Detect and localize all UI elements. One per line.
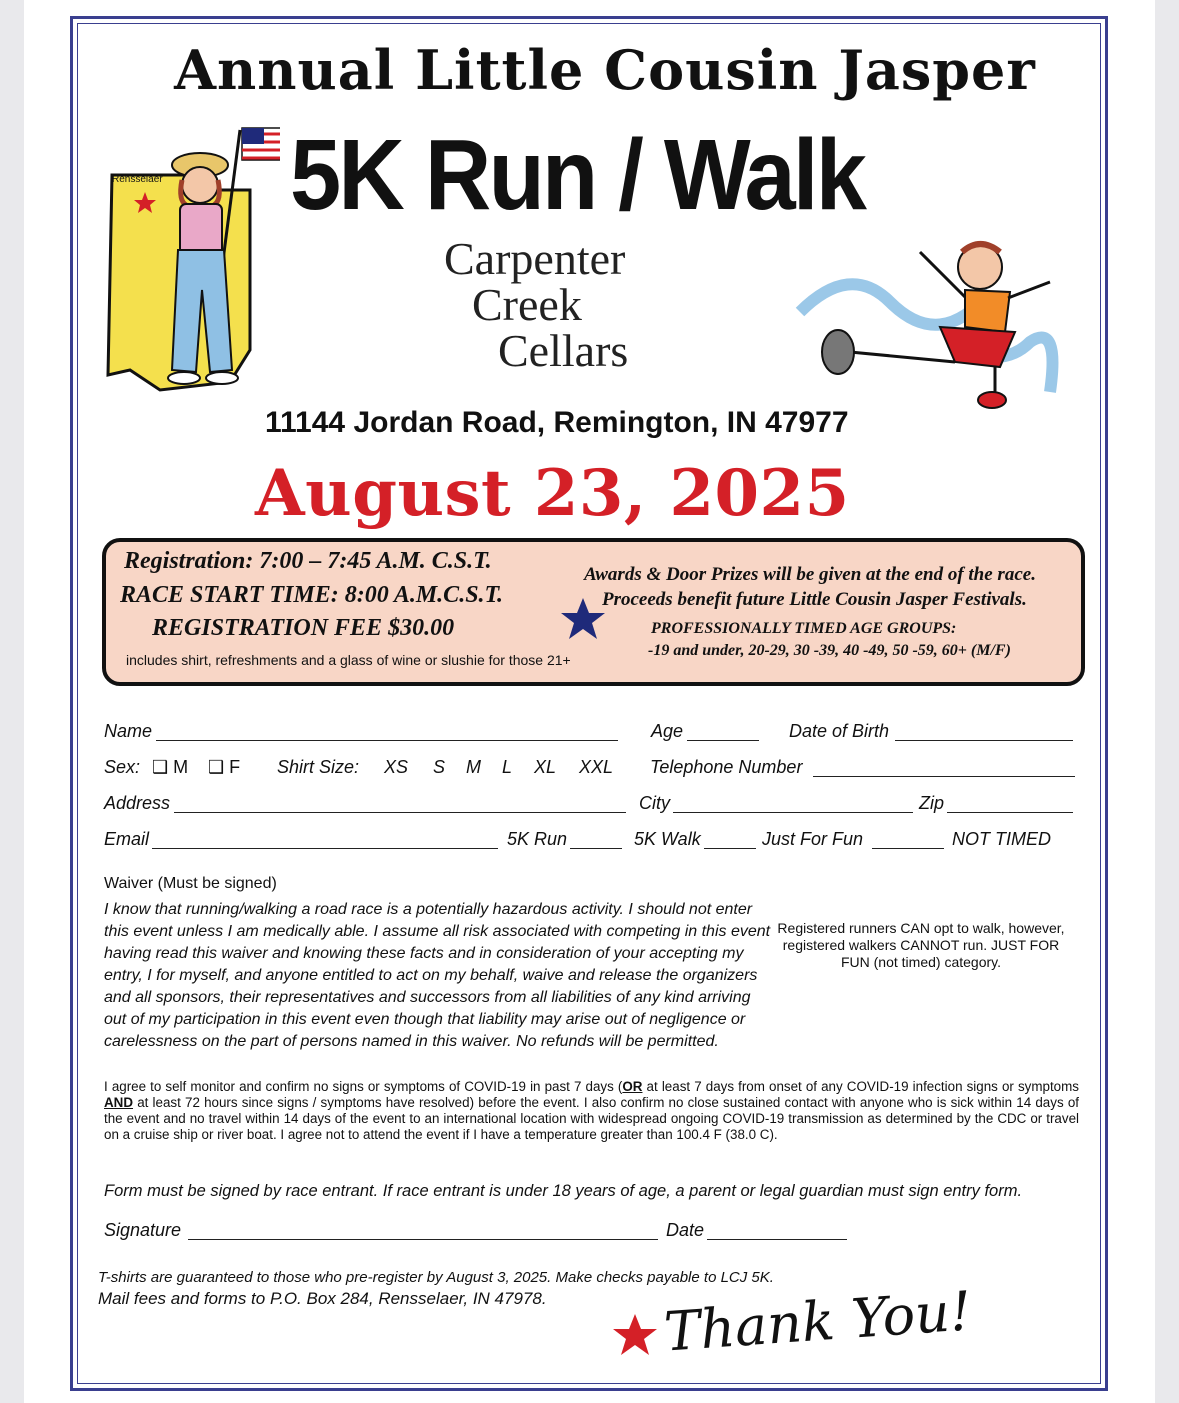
fun-field[interactable] [872, 848, 944, 849]
waiver-text: I know that running/walking a road race is a potentially hazardous activity. I should not enter this event unless I am medically able. I assume all risk associated with competing in this event having read this waiver and knowing these facts and in consideration of your accepting my entry, I for myself, and anyone entitled to act on my behalf, waive and release the organizers and all sponsors, their representatives and successors from all liabilities of any kind arriving out of my participation in this event even though that liability may arise out of negligence or carelessness on the part of persons named in this waiver. No refunds will be permitted. [104, 901, 771, 1050]
logo-creek: Creek [472, 279, 582, 330]
sex-male-checkbox[interactable]: ❑ M [152, 757, 189, 777]
size-xxl[interactable]: XXL [579, 757, 614, 777]
race-start-time: RACE START TIME: 8:00 A.M.C.S.T. [120, 582, 503, 608]
fee-includes: includes shirt, refreshments and a glass of wine or slushie for those 21+ [126, 652, 571, 668]
title-line-1: Annual Little Cousin Jasper [174, 38, 1036, 102]
minor-note: Form must be signed by race entrant. If race entrant is under 18 years of age, a parent or legal guardian must sign entry form. [104, 1182, 1023, 1200]
event-address: 11144 Jordan Road, Remington, IN 47977 [265, 406, 849, 439]
run-field[interactable] [570, 848, 622, 849]
title-line-2: 5K Run / Walk [290, 119, 865, 231]
walk-field[interactable] [704, 848, 756, 849]
city-label: City [639, 793, 670, 813]
address-field[interactable] [174, 812, 626, 813]
city-field[interactable] [673, 812, 913, 813]
size-m[interactable]: M [466, 757, 481, 777]
telephone-label: Telephone Number [650, 757, 803, 777]
logo-cellars: Cellars [498, 325, 629, 376]
age-label: Age [651, 721, 684, 741]
runner-illustration [780, 222, 1080, 422]
sign-date-label: Date [666, 1220, 705, 1240]
proceeds-note: Proceeds benefit future Little Cousin Jasper Festivals. [602, 589, 1027, 610]
timed-groups-label: PROFESSIONALLY TIMED AGE GROUPS: [651, 620, 957, 637]
indiana-girl-illustration [100, 120, 280, 410]
event-date: August 23, 2025 [255, 456, 850, 531]
signature-label: Signature [104, 1220, 182, 1240]
walk-label: 5K Walk [634, 829, 701, 849]
run-label: 5K Run [507, 829, 568, 849]
telephone-field[interactable] [813, 776, 1075, 777]
zip-label: Zip [919, 793, 945, 813]
star-icon [560, 596, 606, 642]
dob-label: Date of Birth [789, 721, 890, 741]
signature-field[interactable] [188, 1239, 658, 1240]
registration-fee: REGISTRATION FEE $30.00 [152, 615, 455, 641]
zip-field[interactable] [947, 812, 1073, 813]
name-field[interactable] [156, 740, 618, 741]
size-l[interactable]: L [502, 757, 513, 777]
sex-female-checkbox[interactable]: ❑ F [208, 757, 241, 777]
shirt-size-label: Shirt Size: [277, 757, 360, 777]
sex-label: Sex: [104, 757, 141, 777]
size-xl[interactable]: XL [534, 757, 557, 777]
size-s[interactable]: S [433, 757, 446, 777]
email-field[interactable] [152, 848, 498, 849]
age-field[interactable] [687, 740, 759, 741]
tshirt-note: T-shirts are guaranteed to those who pre-register by August 3, 2025. Make checks payable to LCJ 5K. [98, 1269, 774, 1286]
address-label: Address [104, 793, 171, 813]
sign-date-field[interactable] [707, 1239, 847, 1240]
thank-you: Thank You! [662, 1279, 974, 1364]
email-label: Email [104, 829, 150, 849]
not-timed-label: NOT TIMED [952, 829, 1051, 849]
dob-field[interactable] [895, 740, 1073, 741]
fun-label: Just For Fun [762, 829, 864, 849]
map-label: Rensselaer [112, 174, 163, 185]
waiver-heading: Waiver (Must be signed) [104, 875, 277, 892]
star-icon [612, 1312, 658, 1358]
age-groups: -19 and under, 20-29, 30 -39, 40 -49, 50 -59, 60+ (M/F) [648, 642, 1011, 659]
mail-note: Mail fees and forms to P.O. Box 284, Rensselaer, IN 47978. [98, 1289, 547, 1308]
logo-carpenter: Carpenter [444, 233, 626, 284]
size-xs[interactable]: XS [384, 757, 409, 777]
registration-time: Registration: 7:00 – 7:45 A.M. C.S.T. [124, 548, 492, 574]
covid-statement: I agree to self monitor and confirm no signs or symptoms of COVID-19 in past 7 days (OR at least 7 days from onset of any COVID-19 infection signs or symptoms AND at least 72 hours since signs / symptoms have resolved) before the event. I also confirm no close sustained contact with anyone who is sick within 14 days of the event and no travel within 14 days of the event to an international location with widespread ongoing COVID-19 transmission as determined by the CDC or travel on a cruise ship or river boat. I agree not to attend the event if I have a temperature greater than 100.4 F (38.0 C). [104, 1079, 1079, 1142]
awards-note: Awards & Door Prizes will be given at the end of the race. [584, 564, 1036, 585]
walk-run-note: Registered runners CAN opt to walk, however, registered walkers CANNOT run. JUST FOR FUN (not timed) category. [777, 920, 1065, 970]
name-label: Name [104, 721, 153, 741]
